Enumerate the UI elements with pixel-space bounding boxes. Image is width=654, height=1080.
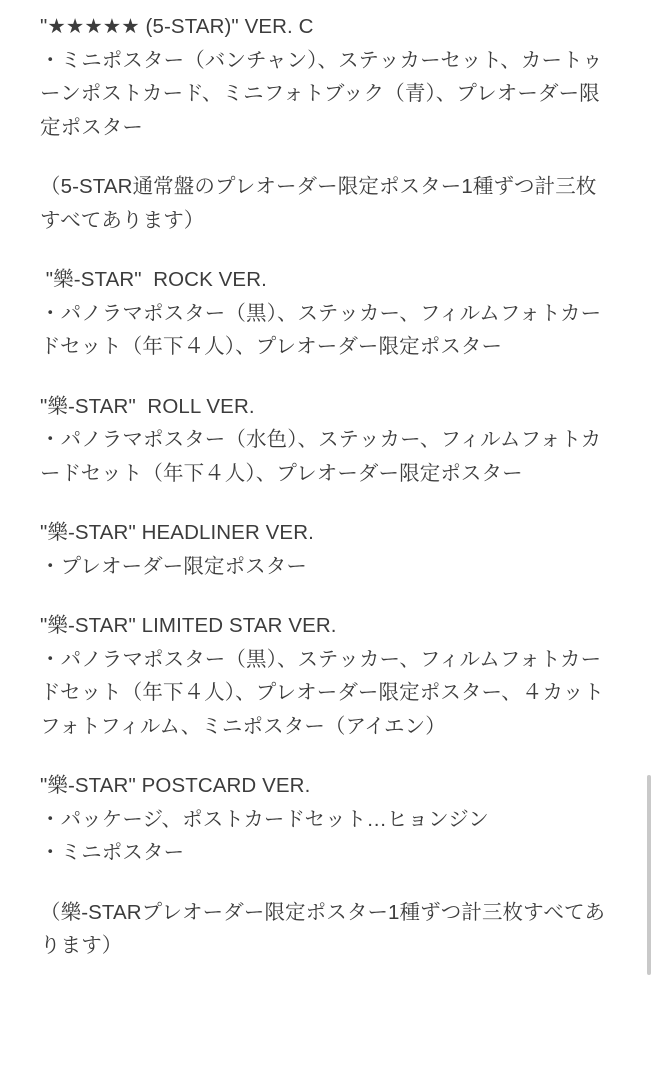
text-line: ・プレオーダー限定ポスター — [40, 554, 307, 578]
text-block — [40, 170, 610, 237]
text-block — [40, 896, 610, 963]
text-block — [40, 516, 610, 583]
text-line: "樂-STAR" HEADLINER VER. — [40, 521, 314, 544]
text-block — [40, 769, 610, 870]
text-block — [40, 390, 610, 491]
text-line: "★★★★★ (5-STAR)" VER. C — [40, 15, 314, 38]
text-line: ・パノラマポスター（黒）、ステッカー、フィルムフォトカードセット（年下４人）、プレオーダー限定ポスター — [40, 301, 602, 358]
text-line: （5-STAR通常盤のプレオーダー限定ポスター1種ずつ計三枚すべてあります） — [40, 175, 597, 232]
text-line: （樂-STARプレオーダー限定ポスター1種ずつ計三枚すべてあります） — [40, 900, 606, 957]
text-line: ・ミニポスター — [40, 841, 185, 864]
text-line: ・パッケージ、ポストカードセット…ヒョンジン — [40, 807, 489, 831]
text-block — [40, 263, 610, 364]
text-line: "樂-STAR" LIMITED STAR VER. — [40, 614, 337, 637]
vertical-scrollbar[interactable] — [647, 775, 651, 975]
text-block — [40, 10, 610, 144]
text-line: ・パノラマポスター（水色）、ステッカー、フィルムフォトカードセット（年下４人）、プレオーダー限定ポスター — [40, 428, 602, 485]
text-line: "樂-STAR" ROLL VER. — [40, 394, 255, 418]
text-block — [40, 609, 610, 743]
text-line: "樂-STAR" POSTCARD VER. — [40, 774, 311, 797]
text-line: ・ミニポスター（バンチャン）、ステッカーセット、カートゥーンポストカード、ミニフォトブック（青）、プレオーダー限定ポスター — [40, 48, 603, 139]
text-line: "樂-STAR" ROCK VER. — [40, 268, 267, 291]
text-line: ・パノラマポスター（黒）、ステッカー、フィルムフォトカードセット（年下４人）、プレオーダー限定ポスター、４カットフォトフィルム、ミニポスター（アイエン） — [40, 647, 605, 738]
